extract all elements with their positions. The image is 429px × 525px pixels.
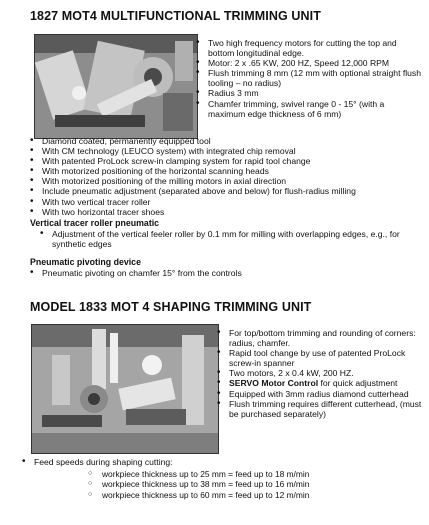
feed-speed-item: ○ workpiece thickness up to 25 mm = feed up to 18 m/min <box>88 469 418 479</box>
feature-item: • Rapid tool change by use of patented ProLock screw-in spanner <box>217 348 422 368</box>
feature-item: • Flush trimming 8 mm (12 mm with optional straight flush tooling – no radius) <box>196 68 422 88</box>
tracer-roller-list <box>30 229 410 249</box>
feed-speed-item: ○ workpiece thickness up to 38 mm = feed up to 16 m/min <box>88 479 418 489</box>
feature-item: • Pneumatic pivoting on chamfer 15° from the controls <box>30 268 410 278</box>
trimming-unit-photo <box>34 34 198 139</box>
feature-item: • With patented ProLock screw-in clamping system for rapid tool change <box>30 156 422 166</box>
feature-item: • With two horizontal tracer shoes <box>30 207 422 217</box>
servo-feature-item <box>217 378 422 388</box>
section2-title: MODEL 1833 MOT 4 SHAPING TRIMMING UNIT <box>30 300 312 314</box>
feature-item: • Chamfer trimming, swivel range 0 - 15° (with a maximum edge thickness of 6 mm) <box>196 99 422 119</box>
tracer-roller-heading: Vertical tracer roller pneumatic <box>30 218 160 228</box>
section2-features-right <box>217 328 422 419</box>
feed-speeds-heading: • Feed speeds during shaping cutting: <box>22 457 422 467</box>
feature-item: • With two vertical tracer roller <box>30 197 422 207</box>
servo-bold-label: SERVO Motor Control <box>229 378 319 389</box>
feature-item: • With motorized positioning of the milling motors in axial direction <box>30 176 422 186</box>
section1-title: 1827 MOT4 MULTIFUNCTIONAL TRIMMING UNIT <box>30 9 321 23</box>
feature-item: • Equipped with 3mm radius diamond cutterhead <box>217 389 422 399</box>
feature-item: • Radius 3 mm <box>196 88 422 98</box>
section1-features-right <box>196 38 422 119</box>
feature-item: • For top/bottom trimming and rounding of corners: radius, chamfer. <box>217 328 422 348</box>
feed-speeds-list <box>22 457 422 467</box>
feature-item: • Include pneumatic adjustment (separated above and below) for flush-radius milling <box>30 186 422 196</box>
feed-speed-item: ○ workpiece thickness up to 60 mm = feed up to 12 m/min <box>88 490 418 500</box>
feature-item: • With CM technology (LEUCO system) with integrated chip removal <box>30 146 422 156</box>
feature-item: • With motorized positioning of the horizontal scanning heads <box>30 166 422 176</box>
shaping-unit-photo <box>31 324 219 454</box>
pivoting-device-heading: Pneumatic pivoting device <box>30 257 141 267</box>
feature-item: • Motor: 2 x .65 KW, 200 HZ, Speed 12,000 RPM <box>196 58 422 68</box>
feature-item: • Two motors, 2 x 0.4 kW, 200 HZ. <box>217 368 422 378</box>
feature-item: • Adjustment of the vertical feeler roller by 0.1 mm for milling with overlapping edges, e.g., for synthetic edges <box>30 229 410 249</box>
feature-item: • Two high frequency motors for cutting the top and bottom longitudinal edge. <box>196 38 422 58</box>
servo-label-rest: for quick adjustment <box>318 378 398 389</box>
feature-item: • Diamond coated, permanently equipped tool <box>30 136 422 146</box>
feed-speeds-items <box>88 469 418 500</box>
feature-item: • Flush trimming requires different cutterhead, (must be purchased separately) <box>217 399 422 419</box>
section1-features-full <box>30 136 422 217</box>
pivoting-device-list <box>30 268 410 278</box>
